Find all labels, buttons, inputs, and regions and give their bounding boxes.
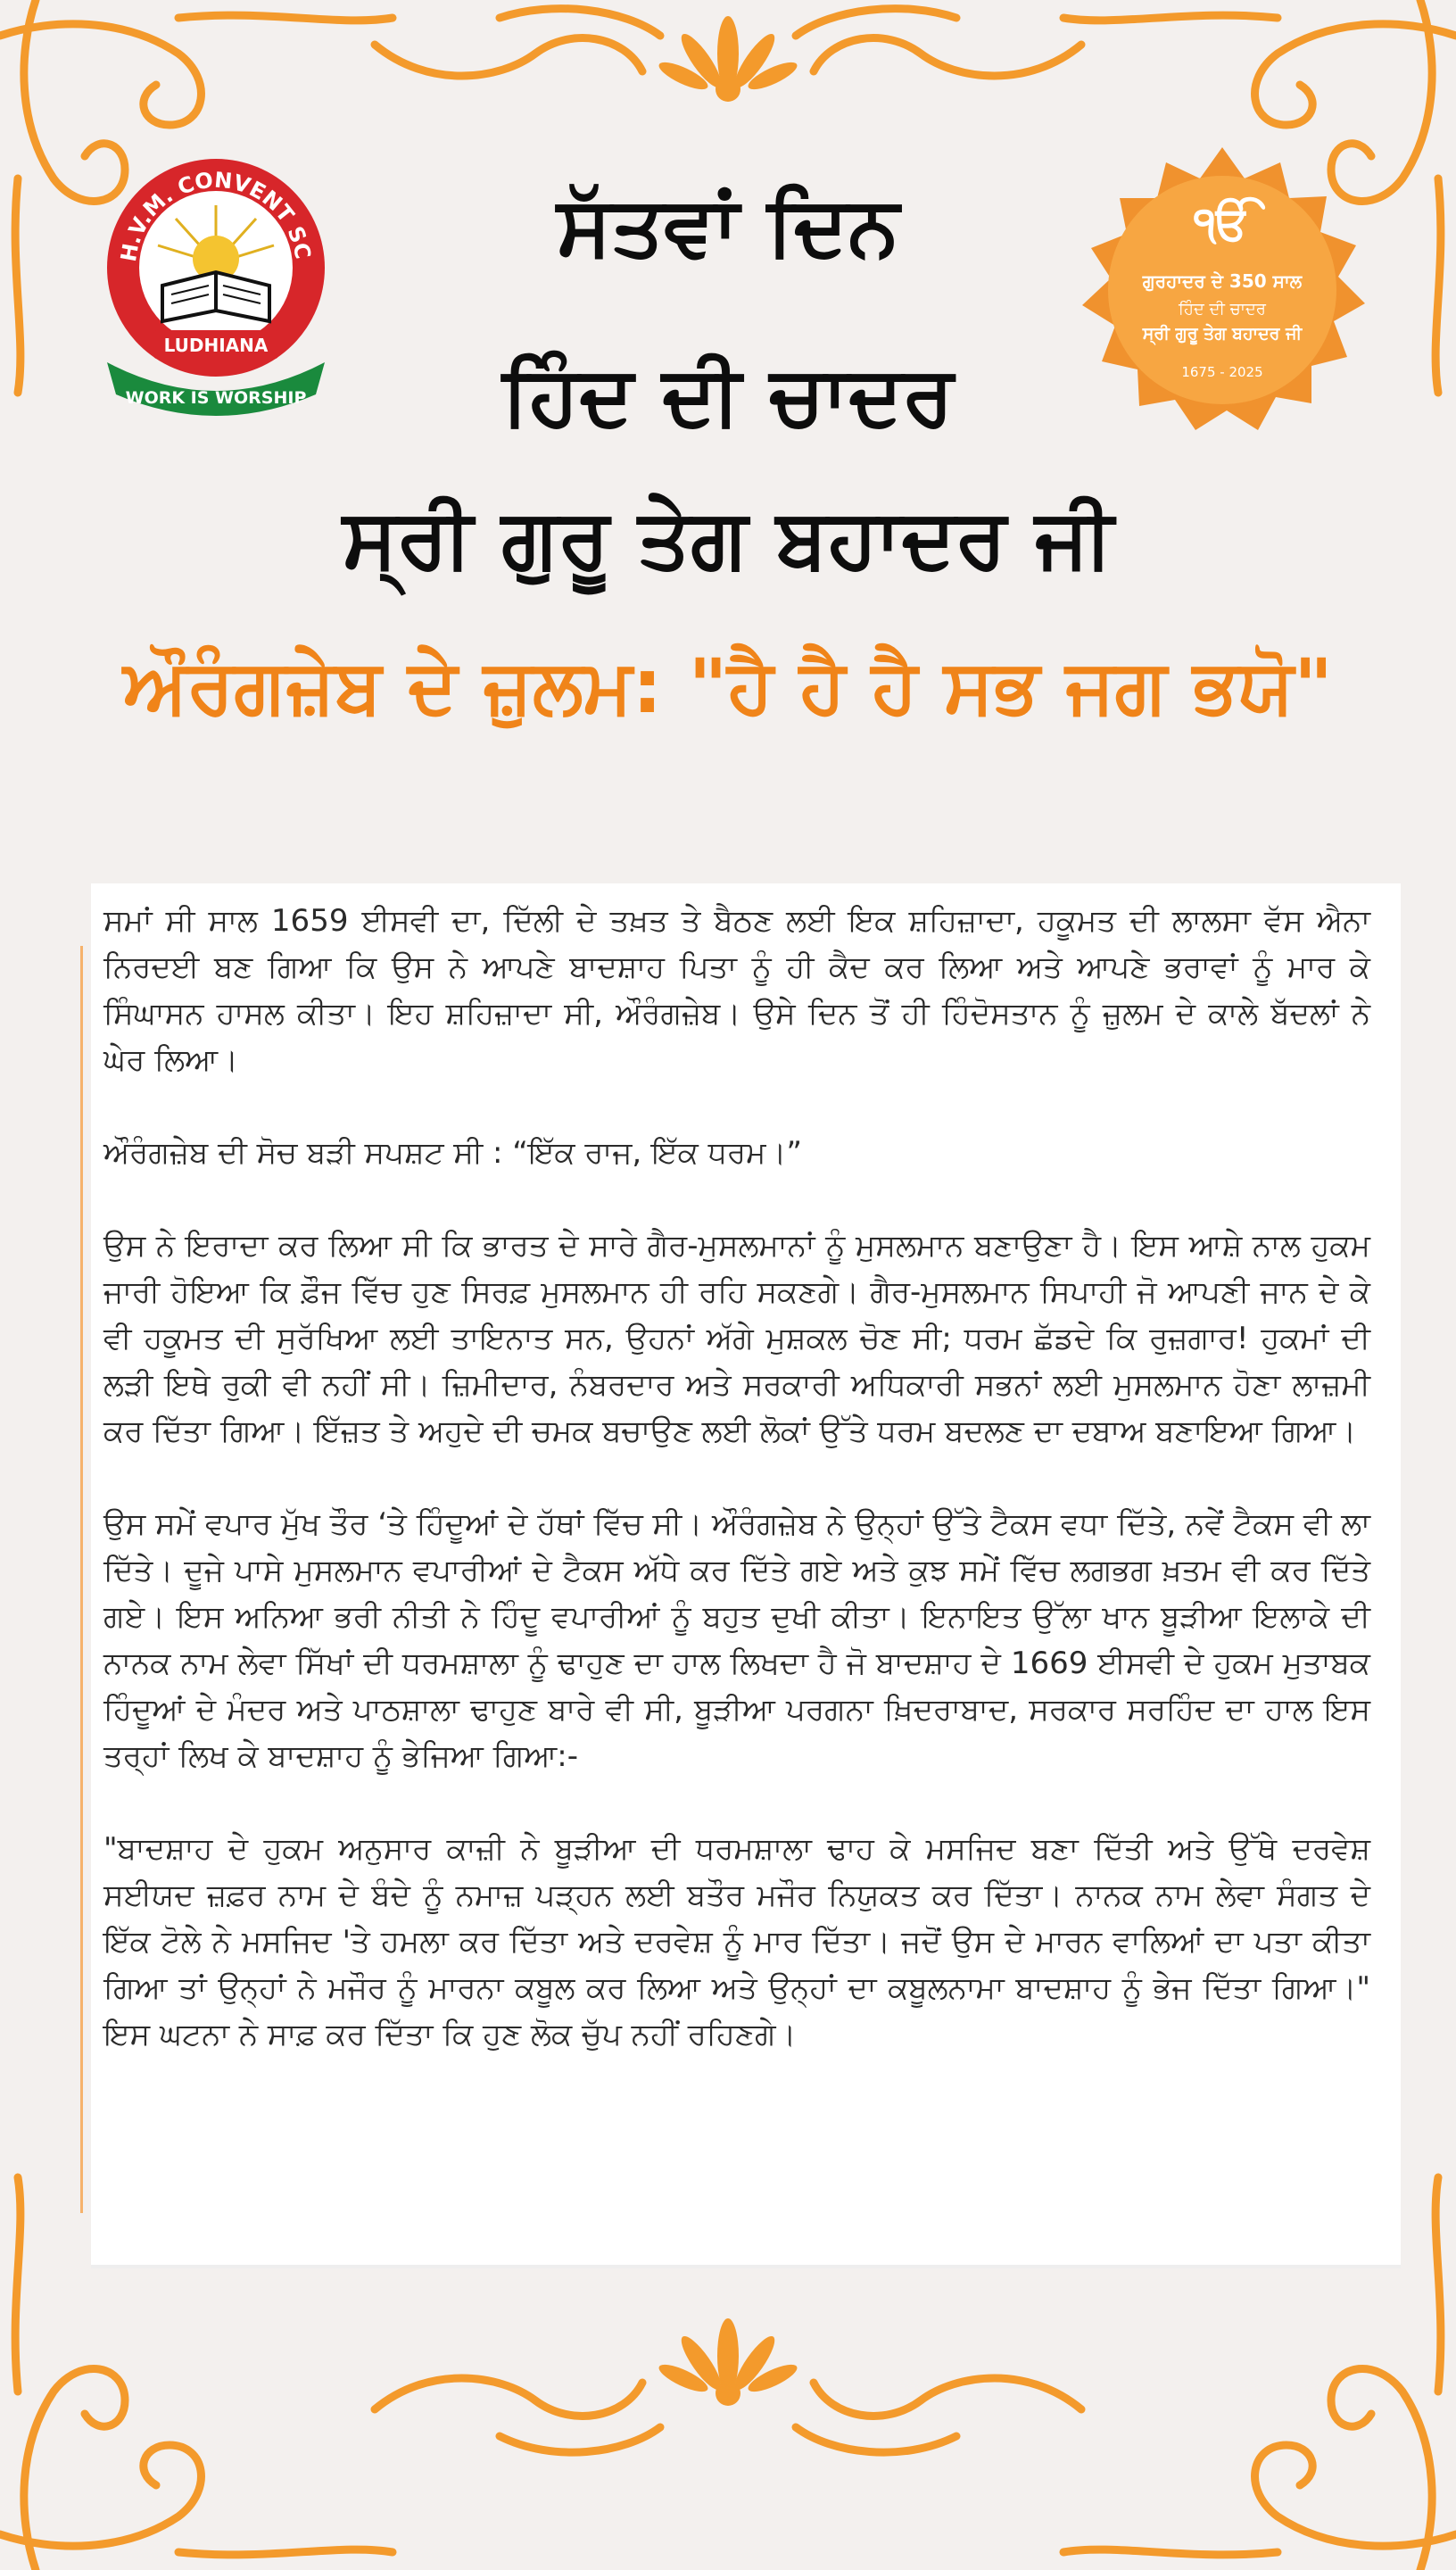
paragraph-2: ਔਰੰਗਜ਼ੇਬ ਦੀ ਸੋਚ ਬੜੀ ਸਪਸ਼ਟ ਸੀ : “ਇੱਕ ਰਾਜ, ਇੱਕ ਧਰਮ।” (103, 1135, 802, 1171)
left-rule (80, 946, 83, 2213)
paragraph-1: ਸਮਾਂ ਸੀ ਸਾਲ 1659 ਈਸਵੀ ਦਾ, ਦਿੱਲੀ ਦੇ ਤਖ਼ਤ ਤੇ ਬੈਠਣ ਲਈ ਇਕ ਸ਼ਹਿਜ਼ਾਦਾ, ਹਕੂਮਤ ਦੀ ਲਾਲਸਾ ਵੱਸ ਐਨਾ ਨਿਰਦਈ ਬਣ ਗਿਆ ਕਿ ਉਸ ਨੇ ਆਪਣੇ ਬਾਦਸ਼ਾਹ ਪਿਤਾ ਨੂੰ ਹੀ ਕੈਦ ਕਰ ਲਿਆ ਅਤੇ ਆਪਣੇ ਭਰਾਵਾਂ ਨੂੰ ਮਾਰ ਕੇ ਸਿੰਘਾਸਨ ਹਾਸਲ ਕੀਤਾ। ਇਹ ਸ਼ਹਿਜ਼ਾਦਾ ਸੀ, ਔਰੰਗਜ਼ੇਬ। ਉਸੇ ਦਿਨ ਤੋਂ ਹੀ ਹਿੰਦੋਸਤਾਨ ਨੂੰ ਜ਼ੁਲਮ ਦੇ ਕਾਲੇ ਬੱਦਲਾਂ ਨੇ ਘੇਰ ਲਿਆ। (103, 903, 1370, 1078)
day-title: ਸੱਤਵਾਂ ਦਿਨ (557, 178, 899, 274)
badge-line-1: ਗੁਰਹਾਦਰ ਦੇ 350 ਸਾਲ (1142, 270, 1303, 292)
paragraph-5: "ਬਾਦਸ਼ਾਹ ਦੇ ਹੁਕਮ ਅਨੁਸਾਰ ਕਾਜ਼ੀ ਨੇ ਬੂੜੀਆ ਦੀ ਧਰਮਸ਼ਾਲਾ ਢਾਹ ਕੇ ਮਸਜਿਦ ਬਣਾ ਦਿੱਤੀ ਅਤੇ ਉੱਥੇ ਦਰਵੇਸ਼ ਸਈਯਦ ਜ਼ਫ਼ਰ ਨਾਮ ਦੇ ਬੰਦੇ ਨੂੰ ਨਮਾਜ਼ ਪੜ੍ਹਨ ਲਈ ਬਤੌਰ ਮਜੌਰ ਨਿਯੁਕਤ ਕਰ ਦਿੱਤਾ। ਨਾਨਕ ਨਾਮ ਲੇਵਾ ਸੰਗਤ ਦੇ ਇੱਕ ਟੋਲੇ ਨੇ ਮਸਜਿਦ 'ਤੇ ਹਮਲਾ ਕਰ ਦਿੱਤਾ ਅਤੇ ਦਰਵੇਸ਼ ਨੂੰ ਮਾਰ ਦਿੱਤਾ। ਜਦੋਂ ਉਸ ਦੇ ਮਾਰਨ ਵਾਲਿਆਂ ਦਾ ਪਤਾ ਕੀਤਾ ਗਿਆ ਤਾਂ ਉਨ੍ਹਾਂ ਨੇ ਮਜੌਰ ਨੂੰ ਮਾਰਨਾ ਕਬੂਲ ਕਰ ਲਿਆ ਅਤੇ ਉਨ੍ਹਾਂ ਦਾ ਕਬੂਲਨਾਮਾ ਬਾਦਸ਼ਾਹ ਨੂੰ ਭੇਜ ਦਿੱਤਾ ਗਿਆ।" ਇਸ ਘਟਨਾ ਨੇ ਸਾਫ਼ ਕਰ ਦਿੱਤਾ ਕਿ ਹੁਣ ਲੋਕ ਚੁੱਪ ਨਹੀਂ ਰਹਿਣਗੇ। (103, 1831, 1370, 2052)
subtitle: ਔਰੰਗਜ਼ੇਬ ਦੇ ਜ਼ੁਲਮ: "ਹੈ ਹੈ ਹੈ ਸਭ ਜਗ ਭਯੋ" (123, 642, 1333, 730)
paragraph-4: ਉਸ ਸਮੇਂ ਵਪਾਰ ਮੁੱਖ ਤੌਰ ‘ਤੇ ਹਿੰਦੂਆਂ ਦੇ ਹੱਥਾਂ ਵਿੱਚ ਸੀ। ਔਰੰਗਜ਼ੇਬ ਨੇ ਉਨ੍ਹਾਂ ਉੱਤੇ ਟੈਕਸ ਵਧਾ ਦਿੱਤੇ, ਨਵੇਂ ਟੈਕਸ ਵੀ ਲਾ ਦਿੱਤੇ। ਦੂਜੇ ਪਾਸੇ ਮੁਸਲਮਾਨ ਵਪਾਰੀਆਂ ਦੇ ਟੈਕਸ ਅੱਧੇ ਕਰ ਦਿੱਤੇ ਗਏ ਅਤੇ ਕੁਝ ਸਮੇਂ ਵਿੱਚ ਲਗਭਗ ਖ਼ਤਮ ਵੀ ਕਰ ਦਿੱਤੇ ਗਏ। ਇਸ ਅਨਿਆ ਭਰੀ ਨੀਤੀ ਨੇ ਹਿੰਦੂ ਵਪਾਰੀਆਂ ਨੂੰ ਬਹੁਤ ਦੁਖੀ ਕੀਤਾ। ਇਨਾਇਤ ਉੱਲਾ ਖਾਨ ਬੂੜੀਆ ਇਲਾਕੇ ਦੀ ਨਾਨਕ ਨਾਮ ਲੇਵਾ ਸਿੱਖਾਂ ਦੀ ਧਰਮਸ਼ਾਲਾ ਨੂੰ ਢਾਹੁਣ ਦਾ ਹਾਲ ਲਿਖਦਾ ਹੈ ਜੋ ਬਾਦਸ਼ਾਹ ਦੇ 1669 ਈਸਵੀ ਦੇ ਹੁਕਮ ਮੁਤਾਬਕ ਹਿੰਦੂਆਂ ਦੇ ਮੰਦਰ ਅਤੇ ਪਾਠਸ਼ਾਲਾ ਢਾਹੁਣ ਬਾਰੇ ਵੀ ਸੀ, ਬੂੜੀਆ ਪਰਗਨਾ ਖ਼ਿਦਰਾਬਾਦ, ਸਰਕਾਰ ਸਰਹਿੰਦ ਦਾ ਹਾਲ ਇਸ ਤਰ੍ਹਾਂ ਲਿਖ ਕੇ ਬਾਦਸ਼ਾਹ ਨੂੰ ਭੇਜਿਆ ਗਿਆ:- (103, 1506, 1370, 1774)
main-title: ਹਿੰਦ ਦੀ ਚਾਦਰ (502, 348, 954, 444)
badge-line-3: ਸ੍ਰੀ ਗੁਰੂ ਤੇਗ ਬਹਾਦਰ ਜੀ (1142, 324, 1303, 344)
paragraph-3: ਉਸ ਨੇ ਇਰਾਦਾ ਕਰ ਲਿਆ ਸੀ ਕਿ ਭਾਰਤ ਦੇ ਸਾਰੇ ਗੈਰ-ਮੁਸਲਮਾਨਾਂ ਨੂੰ ਮੁਸਲਮਾਨ ਬਣਾਉਣਾ ਹੈ। ਇਸ ਆਸ਼ੇ ਨਾਲ ਹੁਕਮ ਜਾਰੀ ਹੋਇਆ ਕਿ ਫ਼ੌਜ ਵਿੱਚ ਹੁਣ ਸਿਰਫ਼ ਮੁਸਲਮਾਨ ਹੀ ਰਹਿ ਸਕਣਗੇ। ਗੈਰ-ਮੁਸਲਮਾਨ ਸਿਪਾਹੀ ਜੋ ਆਪਣੀ ਜਾਨ ਦੇ ਕੇ ਵੀ ਹਕੂਮਤ ਦੀ ਸੁਰੱਖਿਆ ਲਈ ਤਾਇਨਾਤ ਸਨ, ਉਹਨਾਂ ਅੱਗੇ ਮੁਸ਼ਕਲ ਚੋਣ ਸੀ; ਧਰਮ ਛੱਡਦੇ ਕਿ ਰੁਜ਼ਗਾਰ! ਹੁਕਮਾਂ ਦੀ ਲੜੀ ਇਥੇ ਰੁਕੀ ਵੀ ਨਹੀਂ ਸੀ। ਜ਼ਿਮੀਦਾਰ, ਨੰਬਰਦਾਰ ਅਤੇ ਸਰਕਾਰੀ ਅਧਿਕਾਰੀ ਸਭਨਾਂ ਲਈ ਮੁਸਲਮਾਨ ਹੋਣਾ ਲਾਜ਼ਮੀ ਕਰ ਦਿੱਤਾ ਗਿਆ। ਇੱਜ਼ਤ ਤੇ ਅਹੁਦੇ ਦੀ ਚਮਕ ਬਚਾਉਣ ਲਈ ਲੋਕਾਂ ਉੱਤੇ ਧਰਮ ਬਦਲਣ ਦਾ ਦਬਾਅ ਬਣਾਇਆ ਗਿਆ। (103, 1228, 1370, 1449)
guru-title: ਸ੍ਰੀ ਗੁਰੂ ਤੇਗ ਬਹਾਦਰ ਜੀ (342, 491, 1114, 586)
badge-years: 1675 - 2025 (1181, 364, 1263, 380)
logo-motto: WORK IS WORSHIP (125, 388, 307, 408)
badge-line-2: ਹਿੰਦ ਦੀ ਚਾਦਰ (1179, 300, 1266, 319)
logo-ring-text: H.V.M. CONVENT SC (115, 167, 316, 264)
logo-city: LUDHIANA (163, 335, 269, 356)
badge-symbol: ੴ (1194, 197, 1251, 251)
article-box (91, 883, 1401, 2268)
